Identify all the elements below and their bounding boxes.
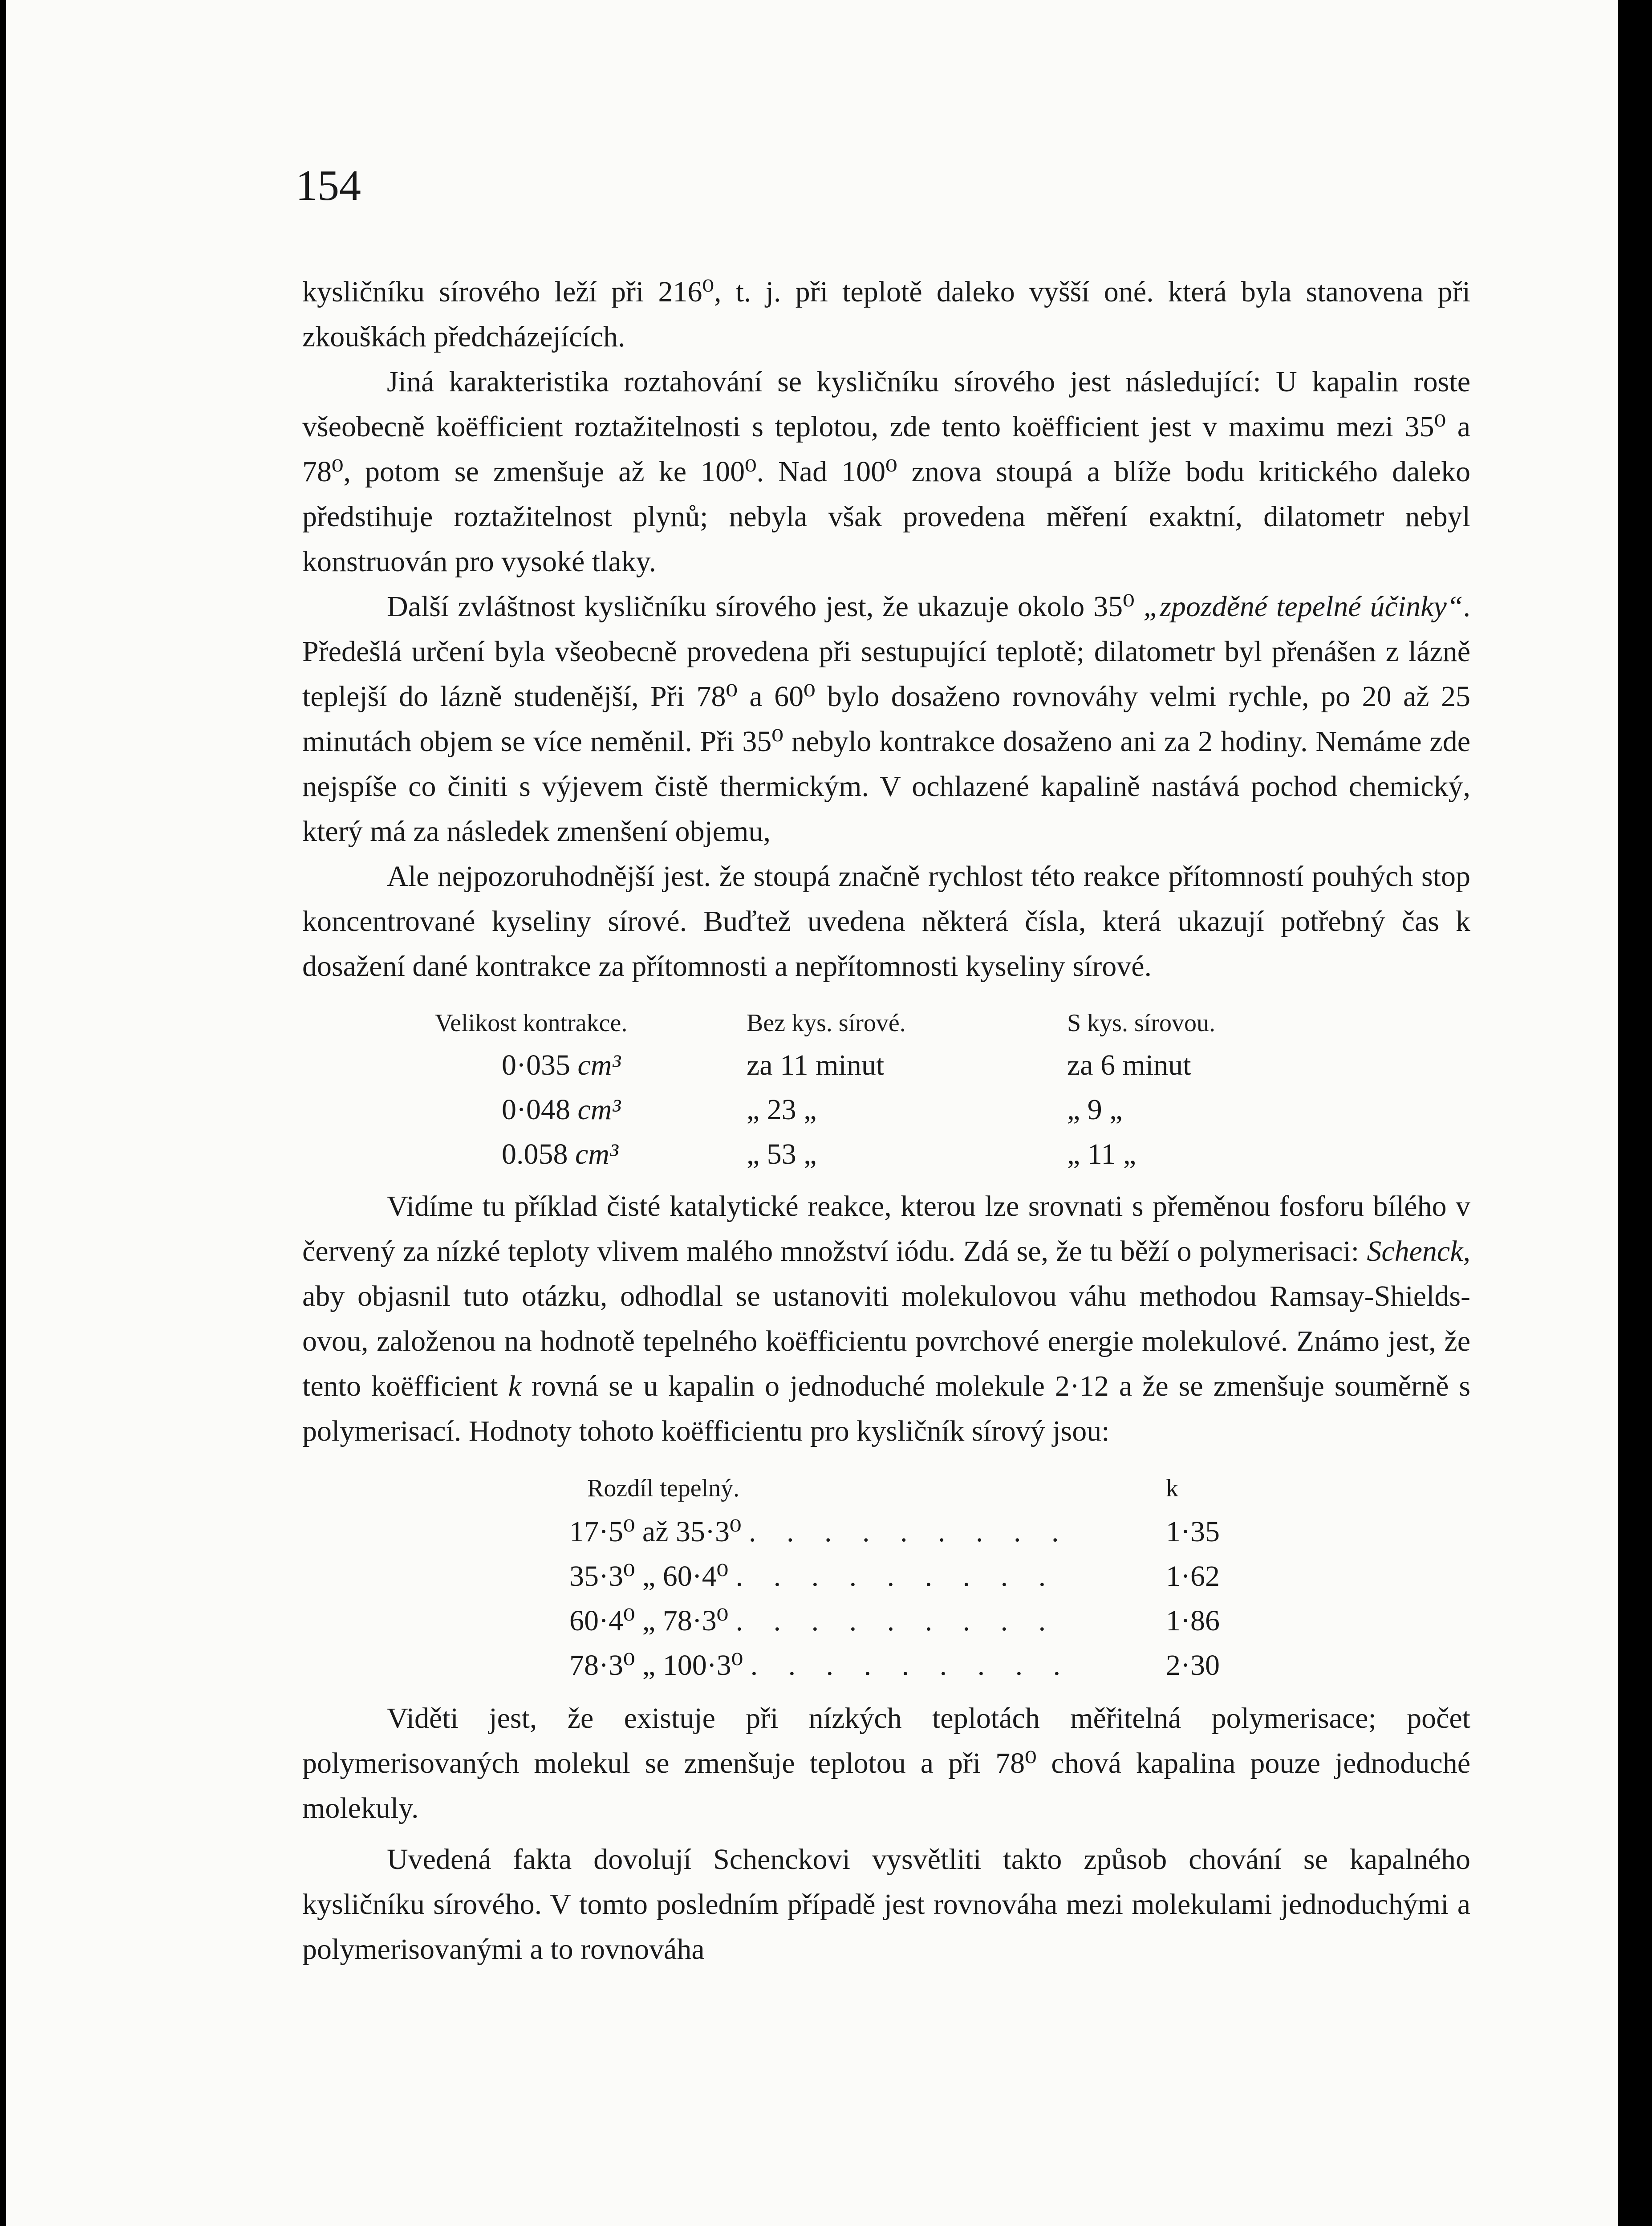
paragraph3-emphasis: „zpozděné tepelné účinky“ (1143, 590, 1463, 623)
paragraph-measurable-polymerisation: Viděti jest, že existuje při nízkých teplotách měřitelná polymerisace; počet polymerisovaných molekul se zmenšuje teplotou a při 78⁰ chová kapalina pouze jednoduché molekuly. (302, 1702, 1470, 1824)
table-row (435, 1088, 1290, 1132)
contraction-table (435, 1003, 1290, 1177)
contraction-table-header (435, 1003, 1290, 1043)
temperature-range (569, 1643, 1166, 1688)
size-value: 0·048 (502, 1093, 570, 1126)
paragraph3-text-a: Další zvláštnost kysličníku sírového jest, že ukazuje okolo 35⁰ (387, 590, 1144, 623)
coefficient-table-header (569, 1467, 1264, 1510)
range-text: 78·3⁰ „ 100·3⁰ (569, 1649, 743, 1682)
time-without-acid: „ 53 „ (747, 1138, 817, 1170)
leader-dots: . . . . . . . . . (750, 1649, 1072, 1682)
header-contraction-size: Velikost kontrakce. (435, 1009, 628, 1037)
time-with-acid: „ 11 „ (1067, 1138, 1137, 1170)
contraction-size (435, 1088, 747, 1132)
range-text: 35·3⁰ „ 60·4⁰ (569, 1560, 729, 1592)
k-value: 1·35 (1166, 1515, 1220, 1548)
temperature-range (569, 1599, 1166, 1643)
table-row (435, 1132, 1290, 1177)
table-row (569, 1554, 1264, 1599)
time-without-acid: „ 23 „ (747, 1093, 817, 1126)
contraction-size (435, 1132, 747, 1177)
book-page (6, 0, 1618, 2226)
temperature-range (569, 1510, 1166, 1554)
size-value: 0·035 (502, 1049, 570, 1081)
k-value: 1·62 (1166, 1560, 1220, 1592)
table-row (569, 1643, 1264, 1688)
k-value: 1·86 (1166, 1605, 1220, 1637)
paragraph-expansion-characteristic: Jiná karakteristika roztahování se kysličníku sírového jest následující: U kapalin roste všeobecně koëfficient roztažitelnosti s teplotou, zde tento koëfficient jest v maximu mezi 35⁰ a 78⁰, potom se zmenšuje až ke 100⁰. Nad 100⁰ znova stoupá a blíže bodu kritického daleko předstihuje roztažitelnost plynů; nebyla však provedena měření exaktní, dilatometr nebyl konstruován pro vysoké tlaky. (302, 366, 1470, 578)
time-with-acid: „ 9 „ (1067, 1093, 1123, 1126)
paragraph-delayed-thermal-effects (302, 584, 1470, 854)
header-k: k (1166, 1475, 1178, 1502)
paragraph5-text-a: Vidíme tu příklad čisté katalytické reakce, kterou lze srovnati s přeměnou fosforu bílého v červený za nízké teploty vlivem malého množství iódu. Zdá se, že tu běží o polymerisaci: (302, 1190, 1470, 1267)
size-unit: cm³ (577, 1049, 621, 1081)
range-text: 17·5⁰ až 35·3⁰ (569, 1515, 742, 1548)
paragraph5-emphasis-k: k (508, 1370, 521, 1402)
size-value: 0.058 (502, 1138, 568, 1170)
header-temperature-range: Rozdíl tepelný. (587, 1475, 740, 1502)
leader-dots: . . . . . . . . . (748, 1515, 1071, 1548)
paragraph5-text-c: rovná se u kapalin o jednoduché molekule 2·12 a že se zmenšuje souměrně s polymerisací. Hodnoty tohoto koëfficientu pro kysličník sírový jsou: (302, 1370, 1471, 1447)
page-number: 154 (296, 162, 361, 210)
time-with-acid: za 6 minut (1067, 1049, 1191, 1081)
coefficient-table (569, 1467, 1264, 1688)
page-body (302, 269, 1470, 1972)
paragraph5-emphasis-schenck: Schenck, (1367, 1235, 1470, 1267)
table-row (569, 1599, 1264, 1643)
leader-dots: . . . . . . . . . (735, 1605, 1058, 1637)
paragraph3-text-b: . Předešlá určení byla všeobecně provedena při sestupující teplotě; dilatometr byl přenášen z lázně teplejší do lázně studenější, Při 78⁰ a 60⁰ bylo dosaženo rovnováhy velmi rychle, po 20 až 25 minutách objem se více neměnil. Při 35⁰ nebylo kontrakce dosaženo ani za 2 hodiny. Nemáme zde nejspíše co činiti s výjevem čistě thermickým. V ochlazené kapalině nastává pochod chemický, který má za následek zmenšení objemu, (302, 590, 1470, 848)
paragraph-reaction-speed: Ale nejpozoruhodnější jest. že stoupá značně rychlost této reakce přítomností pouhých stop koncentrované kyseliny sírové. Buďtež uvedena některá čísla, která ukazují potřebný čas k dosažení dané kontrakce za přítomnosti a nepřítomnosti kyseliny sírové. (302, 860, 1470, 983)
paragraph-polymerisation (302, 1184, 1470, 1454)
paragraph-continuation: kysličníku sírového leží při 216⁰, t. j. při teplotě daleko vyšší oné. která byla stanovena při zkouškách předcházejících. (302, 276, 1470, 353)
paragraph-schenck-explanation: Uvedená fakta dovolují Schenckovi vysvětliti takto způsob chování se kapalného kysličníku sírového. V tomto posledním případě jest rovnováha mezi molekulami jednoduchými a polymerisovanými a to rovnováha (302, 1843, 1470, 1966)
contraction-size (435, 1043, 747, 1088)
table-row (435, 1043, 1290, 1088)
header-with-acid: S kys. sírovou. (1067, 1009, 1215, 1037)
time-without-acid: za 11 minut (747, 1049, 885, 1081)
paragraph5-text-b: aby objasnil tuto otázku, odhodlal se ustanoviti molekulovou váhu methodou Ramsay-Shields-ovou, založenou na hodnotě tepelného koëfficientu povrchové energie molekulové. Známo jest, že tento koëfficient (302, 1280, 1470, 1402)
size-unit: cm³ (577, 1093, 621, 1126)
leader-dots: . . . . . . . . . (735, 1560, 1058, 1592)
table-row (569, 1510, 1264, 1554)
header-without-acid: Bez kys. sírové. (747, 1009, 906, 1037)
k-value: 2·30 (1166, 1649, 1220, 1682)
size-unit: cm³ (575, 1138, 618, 1170)
range-text: 60·4⁰ „ 78·3⁰ (569, 1605, 729, 1637)
temperature-range (569, 1554, 1166, 1599)
